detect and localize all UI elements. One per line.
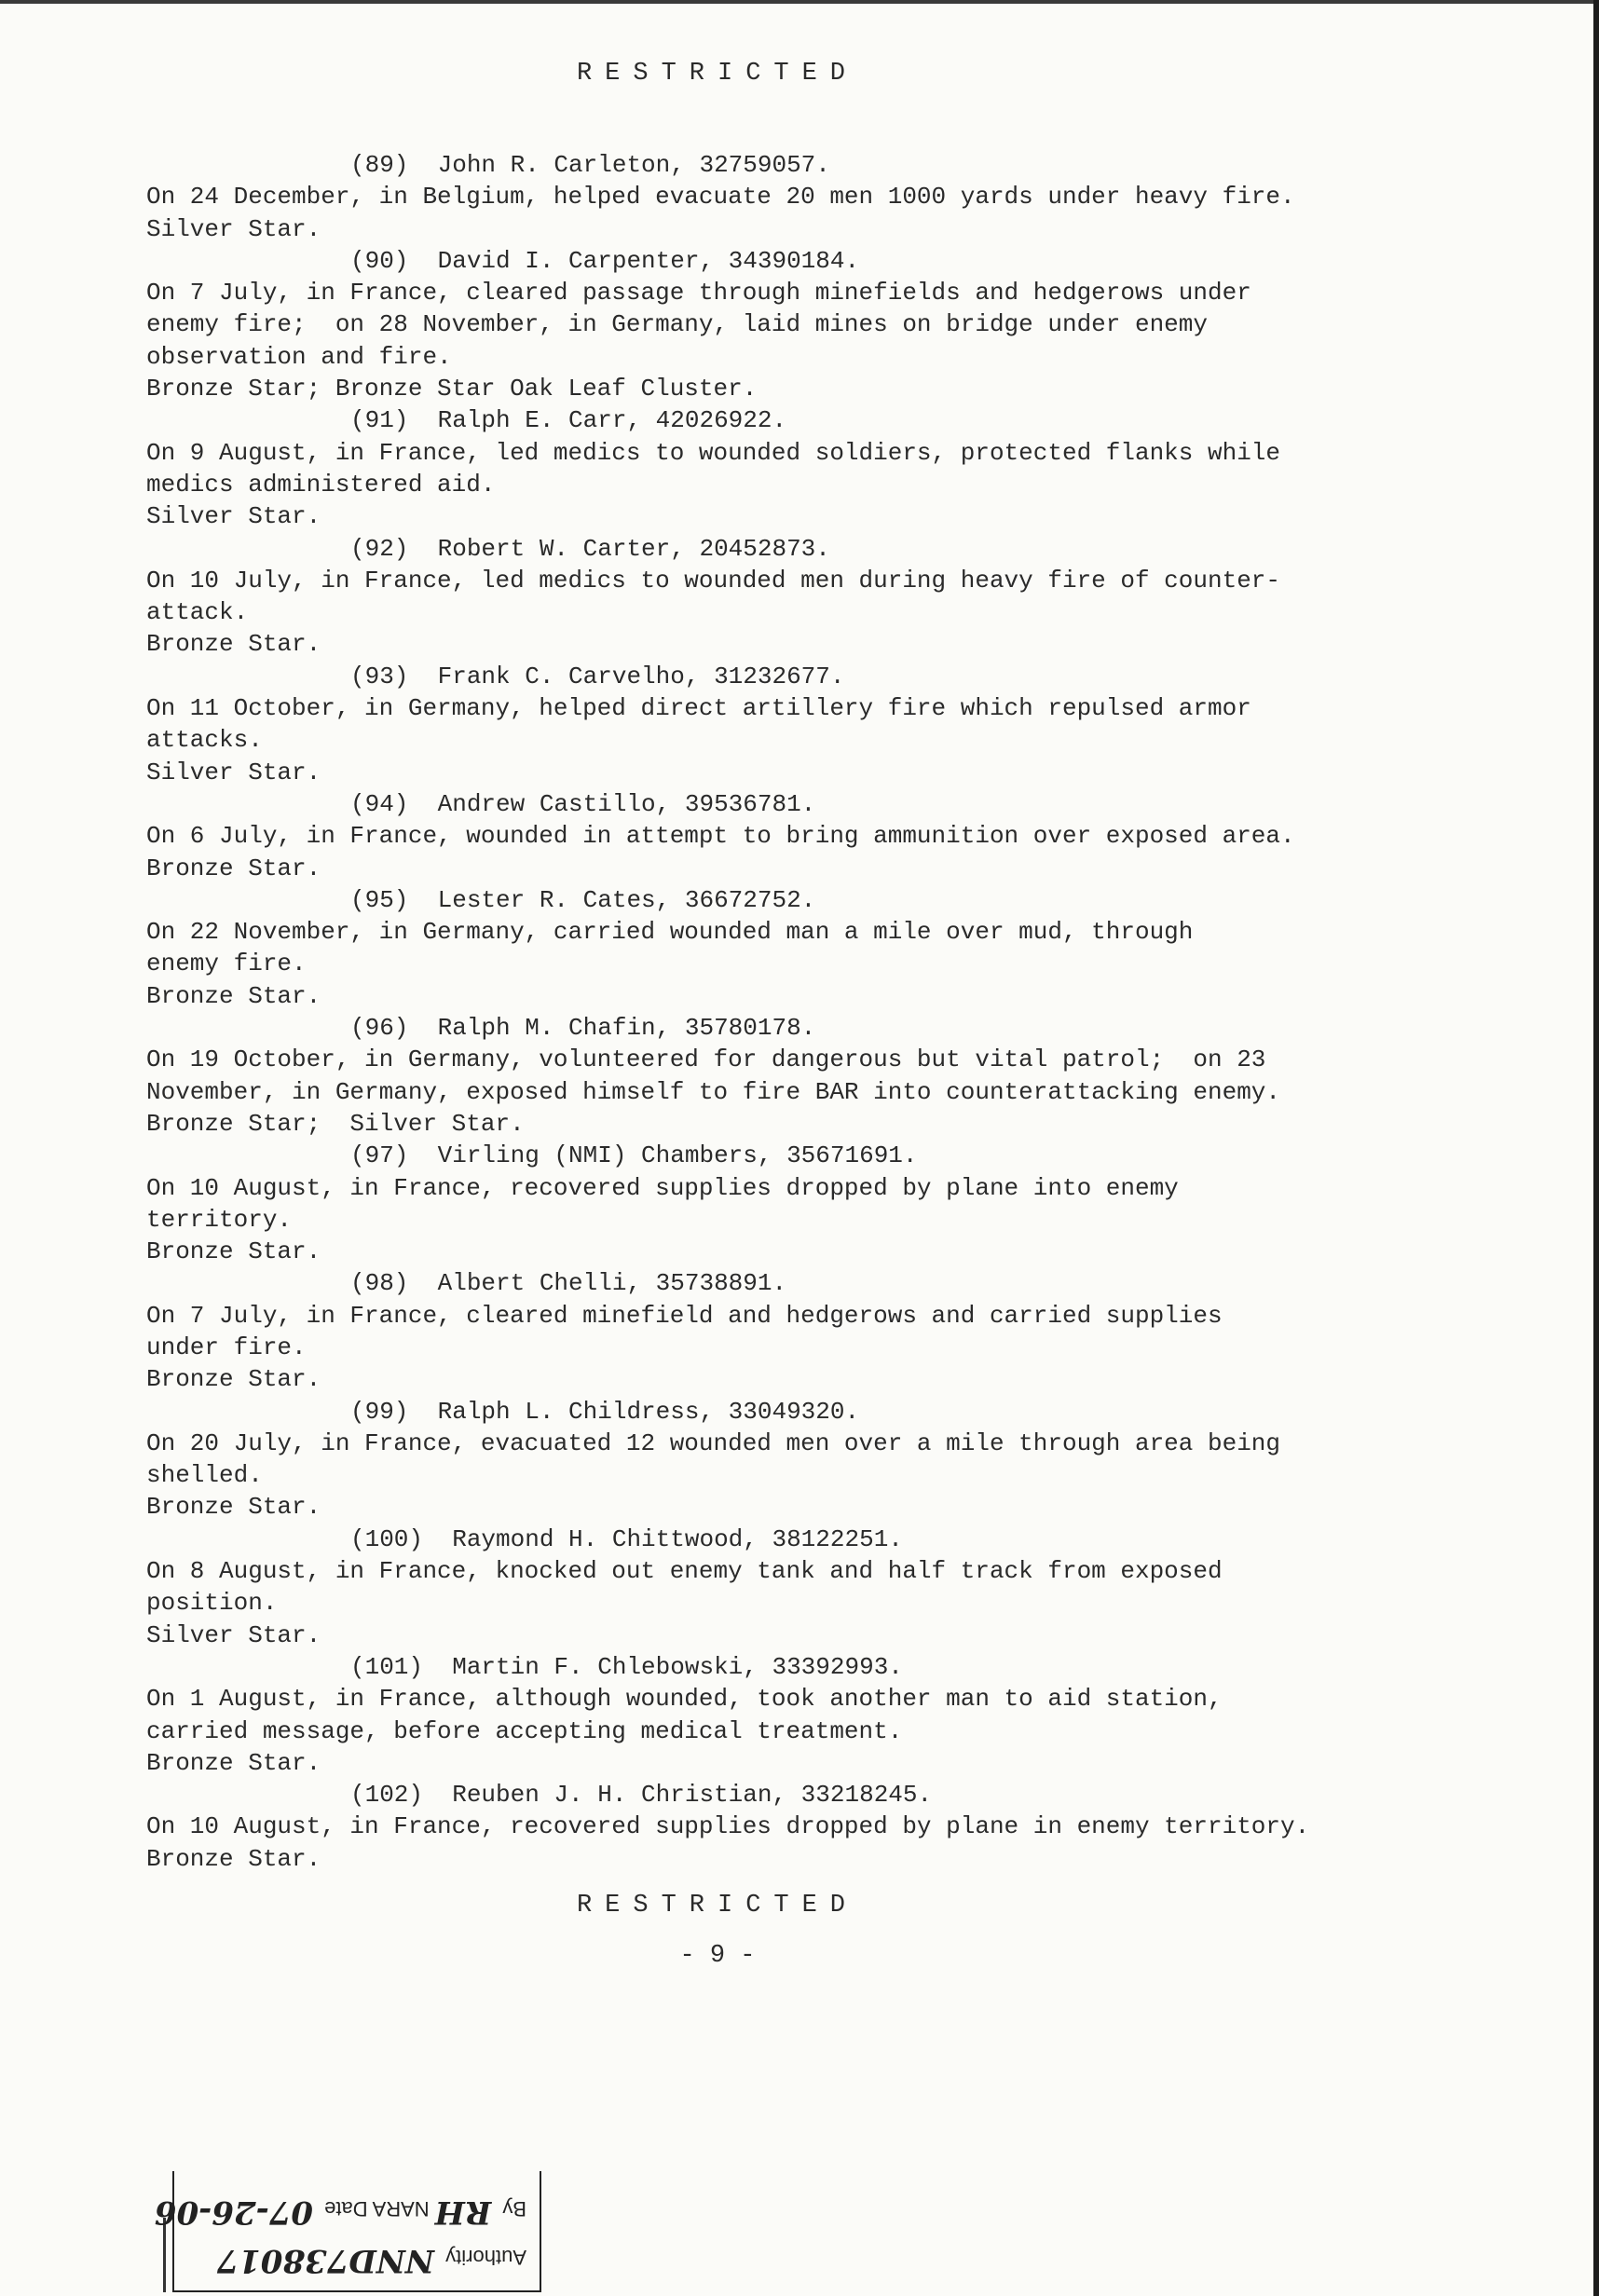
entry-heading: (102) Reuben J. H. Christian, 33218245. bbox=[350, 1781, 933, 1810]
entry-text-line: Bronze Star. bbox=[146, 630, 321, 659]
classification-header: RESTRICTED bbox=[576, 60, 859, 88]
entry-heading: (89) John R. Carleton, 32759057. bbox=[350, 151, 830, 179]
entry-heading: (91) Ralph E. Carr, 42026922. bbox=[350, 406, 787, 435]
entry-text-line: Bronze Star. bbox=[146, 1493, 321, 1522]
entry-text-line: Silver Star. bbox=[146, 502, 321, 531]
entry-text-line: Bronze Star. bbox=[146, 981, 321, 1010]
entry-text-line: Bronze Star; Bronze Star Oak Leaf Cluster. bbox=[146, 375, 758, 403]
entry-text-line: On 10 August, in France, recovered supplies dropped by plane in enemy territory. bbox=[146, 1812, 1310, 1841]
entries-list bbox=[146, 149, 1451, 1875]
entry-text-line: shelled. bbox=[146, 1461, 263, 1490]
classification-footer: RESTRICTED bbox=[576, 1892, 859, 1920]
entry-text-line: Silver Star. bbox=[146, 1620, 321, 1649]
entry-text-line: under fire. bbox=[146, 1332, 307, 1361]
entry-text-line: On 22 November, in Germany, carried wounded man a mile over mud, through bbox=[146, 918, 1194, 947]
entry-text-line: Bronze Star; Silver Star. bbox=[146, 1109, 525, 1138]
entry-heading: (92) Robert W. Carter, 20452873. bbox=[350, 534, 830, 563]
entry-text-line: On 10 August, in France, recovered supplies dropped by plane into enemy bbox=[146, 1173, 1179, 1202]
entry-text-line: observation and fire. bbox=[146, 342, 452, 371]
entry-text-line: On 7 July, in France, cleared minefield and hedgerows and carried supplies bbox=[146, 1301, 1223, 1330]
entry-heading: (95) Lester R. Cates, 36672752. bbox=[350, 885, 816, 914]
entry-heading: (100) Raymond H. Chittwood, 38122251. bbox=[350, 1524, 903, 1553]
entry-text-line: Bronze Star. bbox=[146, 854, 321, 882]
stamp-by-line bbox=[155, 2194, 526, 2231]
entry-text-line: Bronze Star. bbox=[146, 1844, 321, 1873]
entry-text-line: On 10 July, in France, led medics to wounded men during heavy fire of counter- bbox=[146, 566, 1280, 594]
entry-text-line: Bronze Star. bbox=[146, 1237, 321, 1266]
entry-text-line: Bronze Star. bbox=[146, 1365, 321, 1394]
entry-text-line: November, in Germany, exposed himself to fire BAR into counterattacking enemy. bbox=[146, 1077, 1280, 1106]
stamp-authority-value: NND738017 bbox=[216, 2242, 435, 2279]
entry-heading: (97) Virling (NMI) Chambers, 35671691. bbox=[350, 1141, 918, 1170]
scan-edge bbox=[1593, 0, 1599, 2296]
stamp-authority-label: Authority bbox=[445, 2246, 526, 2269]
entry-text-line: enemy fire; on 28 November, in Germany, laid mines on bridge under enemy bbox=[146, 310, 1208, 339]
entry-heading: (90) David I. Carpenter, 34390184. bbox=[350, 246, 860, 275]
entry-heading: (99) Ralph L. Childress, 33049320. bbox=[350, 1397, 860, 1426]
entry-text-line: On 6 July, in France, wounded in attempt to bring ammunition over exposed area. bbox=[146, 822, 1295, 851]
declassification-stamp bbox=[154, 2171, 541, 2292]
stamp-by-value: RH bbox=[434, 2194, 492, 2231]
entry-text-line: territory. bbox=[146, 1205, 293, 1234]
entry-text-line: On 7 July, in France, cleared passage through minefields and hedgerows under bbox=[146, 279, 1251, 308]
top-rule bbox=[0, 0, 1599, 4]
stamp-by-label: By bbox=[502, 2197, 526, 2221]
page-number: - 9 - bbox=[679, 1942, 756, 1970]
entry-text-line: Silver Star. bbox=[146, 758, 321, 786]
entry-text-line: medics administered aid. bbox=[146, 470, 496, 499]
entry-text-line: On 24 December, in Belgium, helped evacuate 20 men 1000 yards under heavy fire. bbox=[146, 183, 1295, 212]
entry-heading: (94) Andrew Castillo, 39536781. bbox=[350, 789, 816, 818]
entry-text-line: attack. bbox=[146, 598, 249, 627]
entry-heading: (93) Frank C. Carvelho, 31232677. bbox=[350, 662, 845, 690]
entry-text-line: attacks. bbox=[146, 726, 263, 755]
entry-text-line: enemy fire. bbox=[146, 950, 307, 978]
entry-text-line: position. bbox=[146, 1589, 278, 1618]
entry-heading: (101) Martin F. Chlebowski, 33392993. bbox=[350, 1652, 903, 1681]
entry-heading: (96) Ralph M. Chafin, 35780178. bbox=[350, 1014, 816, 1043]
entry-text-line: Bronze Star. bbox=[146, 1748, 321, 1777]
stamp-date-value: 07-26-06 bbox=[154, 2194, 314, 2231]
entry-text-line: On 20 July, in France, evacuated 12 wounded men over a mile through area being bbox=[146, 1428, 1280, 1457]
entry-text-line: On 19 October, in Germany, volunteered for dangerous but vital patrol; on 23 bbox=[146, 1046, 1266, 1074]
entry-text-line: On 8 August, in France, knocked out enemy tank and half track from exposed bbox=[146, 1557, 1223, 1586]
entry-heading: (98) Albert Chelli, 35738891. bbox=[350, 1269, 787, 1298]
entry-text-line: On 9 August, in France, led medics to wounded soldiers, protected flanks while bbox=[146, 438, 1280, 467]
entry-text-line: On 1 August, in France, although wounded, took another man to aid station, bbox=[146, 1685, 1223, 1714]
entry-text-line: On 11 October, in Germany, helped direct artillery fire which repulsed armor bbox=[146, 694, 1251, 723]
entry-text-line: Silver Star. bbox=[146, 214, 321, 243]
entry-text-line: carried message, before accepting medical treatment. bbox=[146, 1716, 903, 1745]
stamp-nara-label: NARA Date bbox=[324, 2197, 430, 2221]
stamp-authority-line bbox=[216, 2242, 526, 2279]
